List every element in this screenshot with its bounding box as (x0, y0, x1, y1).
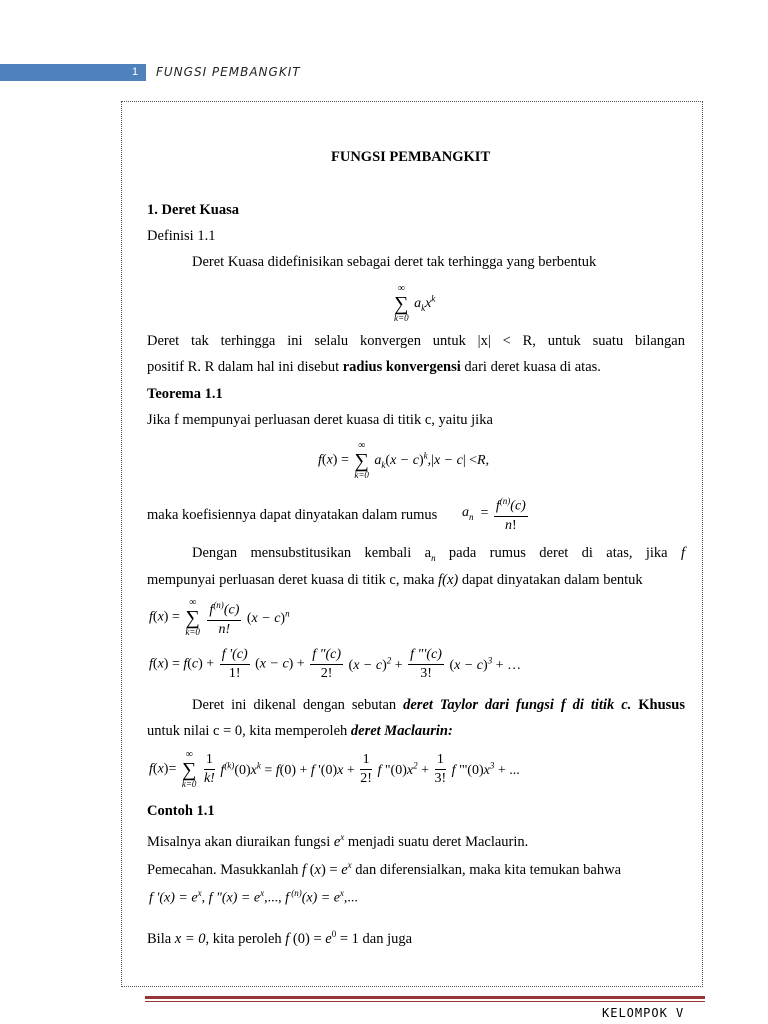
definition-text: Deret Kuasa didefinisikan sebagai deret tak terhingga yang berbentuk (192, 254, 597, 270)
example-line-4: Bila x = 0, kita peroleh f $(0) = e^0 = 1$ dan juga (147, 929, 413, 947)
coefficient-formula: $a_n$ = $\frac{f^{(n)}(c)}{n!}$ (462, 492, 530, 535)
theorem-line-1: Jika f mempunyai perluasan deret kuasa di titik c, yaitu jika (147, 412, 493, 428)
example-line-2: Pemecahan. Masukkanlah f $(x) = e^x$ dan diferensialkan, maka kita temukan bahwa (147, 860, 622, 878)
example-heading: Contoh 1.1 (147, 803, 215, 819)
substitution-line-2: mempunyai perluasan deret kuasa di titik c, maka f(x) dapat dinyatakan dalam bentuk (147, 572, 643, 588)
convergence-line-2: positif R. R dalam hal ini disebut radius konvergensi dari deret kuasa di atas. (147, 359, 601, 375)
taylor-description: Deret ini dikenal dengan sebutan deret Taylor dari fungsi f di titik c. Khusus (192, 697, 685, 713)
derivatives-formula: f '$(x) = e^x$, f "$(x) = e^x$,..., f $^{(n)}(x) = e^x$,... (149, 888, 358, 906)
definition-label: Definisi 1.1 (147, 228, 216, 244)
coefficient-text: maka koefisiennya dapat dinyatakan dalam rumus (147, 507, 438, 523)
header-bar (0, 64, 146, 81)
example-line-1: Misalnya akan diuraikan fungsi $e^x$ menjadi suatu deret Maclaurin. (147, 832, 529, 850)
taylor-formula-expanded: f(x) = f(c) + $\frac{f '(c)}{1!}$ (x − c) + $\frac{f "(c)}{2!}$ $(x - c)^2$ + $\frac{f "'(c)}{3!}$ $(x - c)^3$ + … (149, 647, 522, 681)
theorem-heading: Teorema 1.1 (147, 386, 223, 402)
page-number: 1 (131, 66, 139, 78)
convergence-line-1: Deret tak terhingga ini selalu konvergen untuk |x| < R, untuk suatu bilangan (147, 333, 685, 349)
substitution-line-1: Dengan mensubstitusikan kembali $a_n$ pada rumus deret di atas, jika f (192, 545, 685, 563)
footer-rule (145, 996, 705, 999)
maclaurin-intro: untuk nilai c = 0, kita memperoleh deret Maclaurin: (147, 723, 453, 739)
power-series-formula: ∞ ∑ k=0 $a_kx^k$ (394, 283, 436, 323)
theorem-formula: f(x) = ∞ ∑ k=0 $a_k(x - c)^k,|x - c| <R$, (318, 440, 490, 480)
section-heading: 1. Deret Kuasa (147, 202, 239, 218)
taylor-formula-sum: f(x) = ∞ ∑ k=0 $\frac{f^{(n)}(c)}{n!}$ $(x - c)^n$ (149, 596, 290, 637)
footer-rule-thin (145, 1001, 705, 1002)
document-title: FUNGSI PEMBANGKIT (331, 149, 491, 165)
running-title: FUNGSI PEMBANGKIT (156, 65, 301, 79)
footer-group-name: KELOMPOK V (602, 1006, 685, 1020)
maclaurin-formula: f(x)= ∞ ∑ k=0 $\frac{1}{k!}$ $f^{(k)}(0)x^k = f(0) + f$ '(0)x + $\frac{1}{2!}$ f "$(0)x^2$ + $\frac{1}{3!}$ f "'$(0)x^3$ + ... (149, 749, 520, 789)
